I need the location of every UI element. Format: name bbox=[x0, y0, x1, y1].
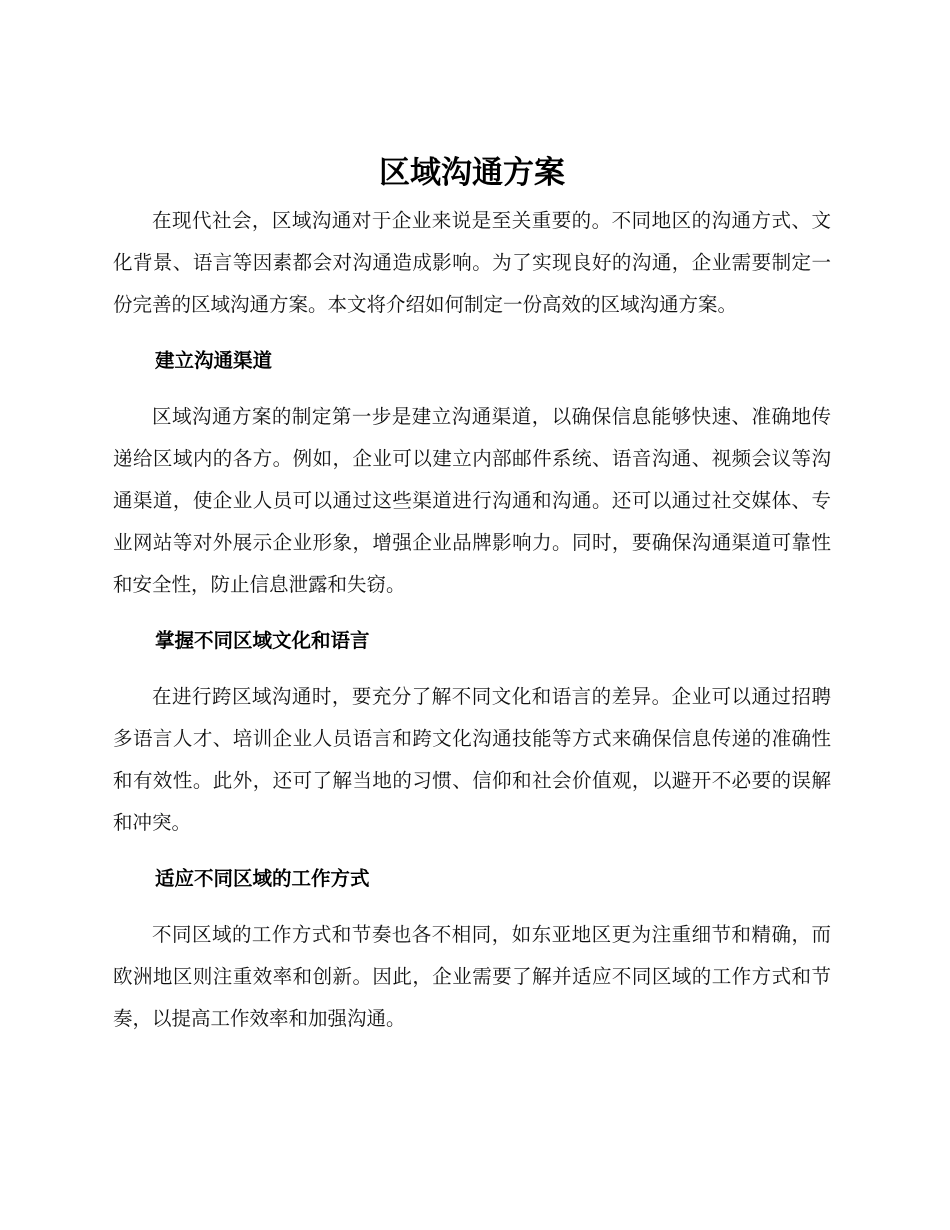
section-body-channels: 区域沟通方案的制定第一步是建立沟通渠道，以确保信息能够快速、准确地传递给区域内的各方。例如，企业可以建立内部邮件系统、语音沟通、视频会议等沟通渠道，使企业人员可以通过这些渠道进行沟通和沟通。还可以通过社交媒体、专业网站等对外展示企业形象，增强企业品牌影响力。同时，要确保沟通渠道可靠性和安全性，防止信息泄露和失窃。 bbox=[113, 405, 831, 596]
document-title: 区域沟通方案 bbox=[379, 155, 565, 191]
section-heading-work-style: 适应不同区域的工作方式 bbox=[155, 867, 370, 890]
section-body-culture-language: 在进行跨区域沟通时，要充分了解不同文化和语言的差异。企业可以通过招聘多语言人才、培训企业人员语言和跨文化沟通技能等方式来确保信息传递的准确性和有效性。此外，还可了解当地的习惯、信仰和社会价值观，以避开不必要的误解和冲突。 bbox=[113, 685, 831, 834]
section-heading-culture-language: 掌握不同区域文化和语言 bbox=[155, 629, 370, 652]
document-page bbox=[113, 146, 831, 1040]
section-heading-channels: 建立沟通渠道 bbox=[155, 349, 273, 372]
intro-paragraph: 在现代社会，区域沟通对于企业来说是至关重要的。不同地区的沟通方式、文化背景、语言等因素都会对沟通造成影响。为了实现良好的沟通，企业需要制定一份完善的区域沟通方案。本文将介绍如何制定一份高效的区域沟通方案。 bbox=[113, 209, 831, 316]
section-body-work-style: 不同区域的工作方式和节奏也各不相同，如东亚地区更为注重细节和精确，而欧洲地区则注重效率和创新。因此，企业需要了解并适应不同区域的工作方式和节奏，以提高工作效率和加强沟通。 bbox=[113, 923, 831, 1030]
